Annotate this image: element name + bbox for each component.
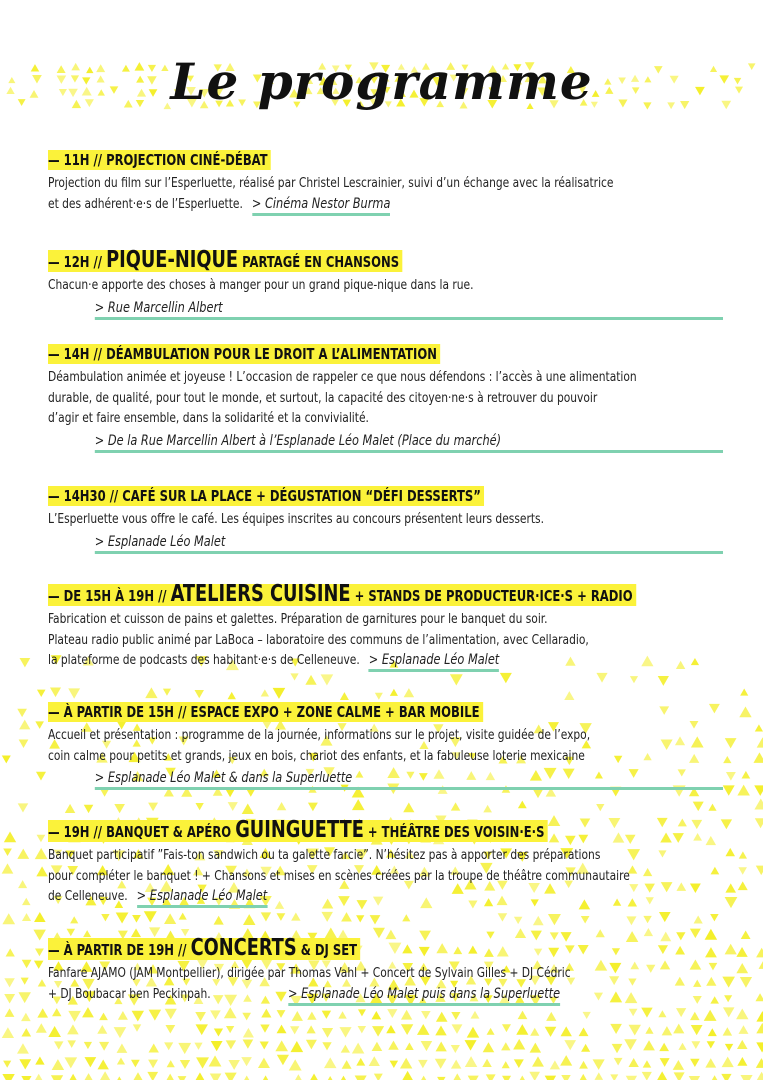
heading-highlight: GUINGUETTE: [235, 817, 364, 843]
program-item-picnic: [48, 247, 728, 320]
description-line: Fabrication et cuisson de pains et galettes. Préparation de garnitures pour le banquet du soir.: [48, 612, 548, 627]
heading-text: & DJ SET: [300, 941, 358, 959]
program-item-description: [48, 964, 723, 1006]
program-item-description: [48, 726, 723, 790]
location-link[interactable]: > De la Rue Marcellin Albert à l’Esplanade Léo Malet (Place du marché): [95, 432, 723, 453]
heading-highlight: CONCERTS: [190, 935, 297, 961]
heading-text: — DE 15H À 19H //: [48, 587, 167, 605]
heading-text: — 14H30 // CAFÉ SUR LA PLACE + DÉGUSTATION “DÉFI DESSERTS”: [48, 487, 481, 505]
heading-text: — 11H // PROJECTION CINÉ-DÉBAT: [48, 151, 268, 169]
location-link[interactable]: > Cinéma Nestor Burma: [252, 195, 391, 216]
program-item-cafe: [48, 486, 728, 554]
description-line: Plateau radio public animé par LaBoca – laboratoire des communs de l’alimentation, avec Cellaradio,: [48, 632, 589, 648]
heading-text: — À PARTIR DE 19H //: [48, 941, 187, 959]
description-line: de Celleneuve.: [48, 889, 128, 904]
program-item-projection: [48, 150, 728, 216]
description-line: pour compléter le banquet ! + Chansons et mises en scènes créées par la troupe de théâtre communautaire: [48, 868, 630, 884]
program-item-description: [48, 846, 723, 908]
program-item-banquet: [48, 817, 728, 908]
description-line: Projection du film sur l’Esperluette, réalisé par Christel Lescrainier, suivi d’un échange avec la réalisatrice: [48, 176, 614, 191]
description-line: durable, de qualité, pour tout le monde, et surtout, la capacité des citoyen·ne·s à retrouver du pouvoir: [48, 390, 598, 406]
location-link[interactable]: > Esplanade Léo Malet: [137, 887, 267, 908]
description-line: L’Esperluette vous offre le café. Les équipes inscrites au concours présentent leurs desserts.: [48, 512, 545, 527]
heading-text: PARTAGÉ EN CHANSONS: [242, 253, 400, 271]
program-item-heading: [48, 247, 403, 273]
program-item-heading: [48, 581, 636, 607]
program-item-heading: [48, 486, 484, 506]
location-link[interactable]: > Esplanade Léo Malet: [369, 651, 499, 672]
location-link[interactable]: > Rue Marcellin Albert: [95, 299, 723, 320]
heading-text: — 19H // BANQUET & APÉRO: [48, 823, 232, 841]
description-line: Banquet participatif ”Fais-ton sandwich ou ta galette farcie”. N’hésitez pas à apporter des préparations: [48, 848, 601, 863]
location-link[interactable]: > Esplanade Léo Malet puis dans la Superluette: [288, 985, 560, 1006]
heading-text: — 14H // DÉAMBULATION POUR LE DROIT A L’ALIMENTATION: [48, 345, 437, 363]
description-line: Fanfare AJAMO (JAM Montpellier), dirigée par Thomas Vahl + Concert de Sylvain Gilles + DJ Cédric: [48, 966, 571, 981]
location-link[interactable]: > Esplanade Léo Malet & dans la Superluette: [95, 769, 723, 790]
program-item-expo: [48, 702, 728, 790]
page-title: Le programme: [170, 52, 593, 111]
description-line: Accueil et présentation : programme de la journée, informations sur le projet, visite guidée de l’expo,: [48, 728, 591, 743]
description-line: la plateforme de podcasts des habitant·e·s de Celleneuve.: [48, 653, 360, 668]
program-item-heading: [48, 344, 440, 364]
program-item-heading: [48, 935, 360, 961]
program-item-heading: [48, 817, 548, 843]
heading-highlight: PIQUE-NIQUE: [106, 247, 239, 273]
program-item-description: [48, 510, 723, 554]
description-line: Déambulation animée et joyeuse ! L’occasion de rappeler ce que nous défendons : l’accès à une alimentation: [48, 370, 637, 385]
heading-text: — À PARTIR DE 15H // ESPACE EXPO + ZONE CALME + BAR MOBILE: [48, 703, 480, 721]
description-line: + DJ Boubacar ben Peckinpah.: [48, 986, 211, 1002]
program-item-description: [48, 174, 723, 216]
program-item-description: [48, 610, 723, 672]
program-item-heading: [48, 150, 271, 170]
program-item-description: [48, 276, 723, 320]
heading-text: + STANDS DE PRODUCTEUR·ICE·S + RADIO: [354, 587, 633, 605]
program-item-deambulation: [48, 344, 728, 453]
description-line: et des adhérent·e·s de l’Esperluette.: [48, 196, 243, 212]
program-item-ateliers: [48, 581, 728, 672]
program-item-concerts: [48, 935, 728, 1006]
heading-highlight: ATELIERS CUISINE: [170, 581, 351, 607]
heading-text: — 12H //: [48, 253, 103, 271]
description-line: coin calme pour petits et grands, jeux en bois, chariot des enfants, et la fabuleuse loterie mexicaine: [48, 748, 585, 764]
heading-text: + THÉÂTRE DES VOISIN·E·S: [367, 823, 545, 841]
program-item-heading: [48, 702, 483, 722]
program-item-description: [48, 368, 723, 453]
description-line: Chacun·e apporte des choses à manger pour un grand pique-nique dans la rue.: [48, 278, 474, 293]
location-link[interactable]: > Esplanade Léo Malet: [95, 533, 723, 554]
description-line: d’agir et faire ensemble, dans la solidarité et la convivialité.: [48, 411, 369, 426]
